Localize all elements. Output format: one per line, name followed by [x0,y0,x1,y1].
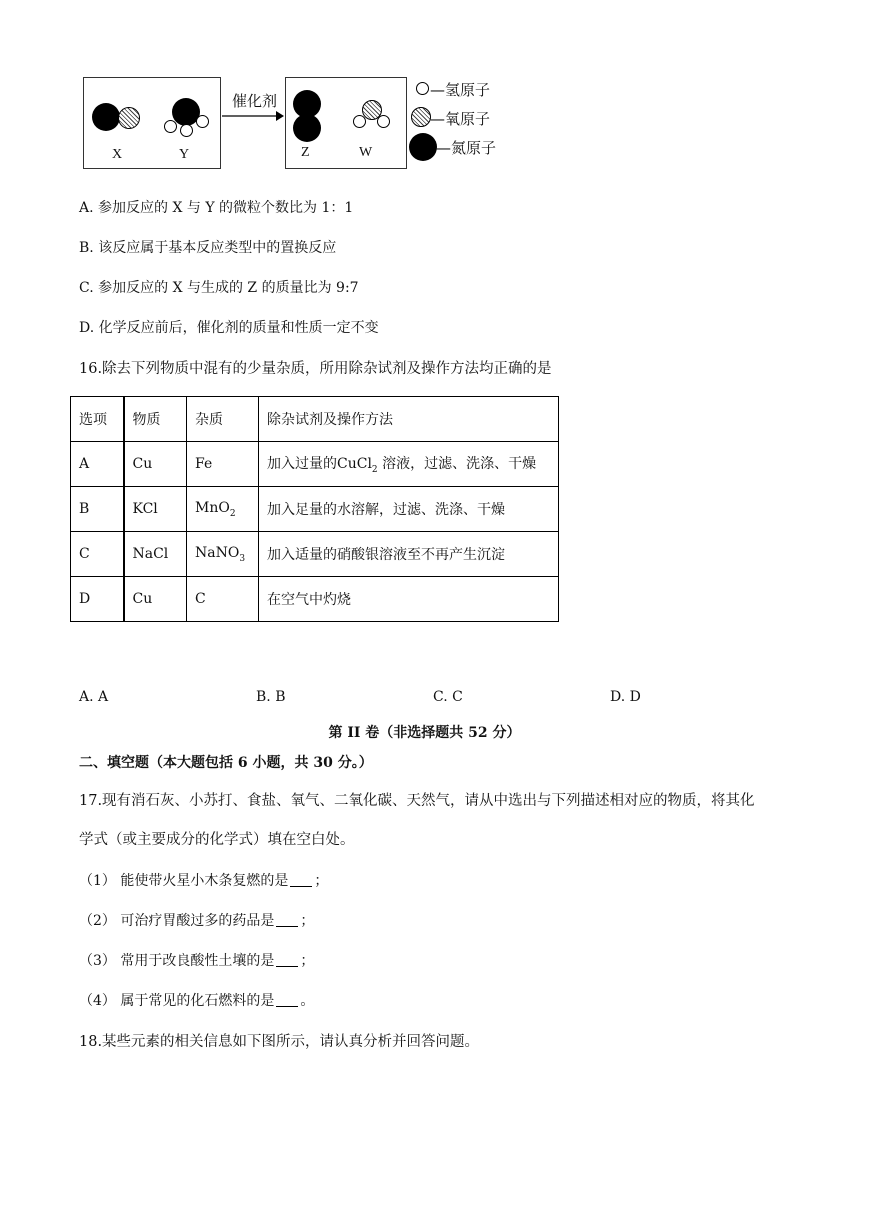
q15-option-b: B. 该反应属于基本反应类型中的置换反应 [79,240,337,256]
row-method: 在空气中灼烧 [259,577,559,622]
answer-blank[interactable] [276,992,298,1007]
answer-blank[interactable] [276,912,298,927]
row-method: 加入足量的水溶解，过滤、洗涤、干燥 [259,487,559,532]
molecule-w-hydrogen-atom [377,115,390,128]
answer-blank[interactable] [290,872,312,887]
part-heading: 二、填空题（本大题包括 6 小题，共 30 分。） [79,755,373,771]
molecule-y-hydrogen-atom [180,124,193,137]
q17-stem-line2: 学式（或主要成分的化学式）填在空白处。 [79,832,355,848]
legend-nitrogen-label: —氮原子 [436,139,497,157]
row-method: 加入适量的硝酸银溶液至不再产生沉淀 [259,532,559,577]
reactants-box [83,77,221,169]
table-row [71,577,559,622]
reaction-arrow [222,110,284,122]
molecule-y-label: Y [179,147,190,162]
q15-option-c: C. 参加反应的 X 与生成的 Z 的质量比为 9:7 [79,280,359,296]
legend-oxygen-label: —氧原子 [430,110,491,128]
header-option: 选项 [71,397,124,442]
row-substance: Cu [124,577,187,622]
q16-choice-c: C. C [433,689,463,705]
q16-stem: 16.除去下列物质中混有的少量杂质，所用除杂试剂及操作方法均正确的是 [79,361,552,377]
molecule-x-nitrogen-atom [92,103,120,131]
molecule-x-label: X [112,147,123,162]
q16-choice-b: B. B [256,689,286,705]
q16-table [70,396,559,622]
products-box [285,77,407,169]
molecule-z-label: Z [301,145,310,160]
molecule-w-hydrogen-atom [353,115,366,128]
row-option: D [71,577,124,622]
row-impurity: Fe [187,442,259,487]
q17-item-3: （3） 常用于改良酸性土壤的是 ； [79,953,315,969]
section-title: 第 II 卷（非选择题共 52 分） [328,725,521,741]
row-option: A [71,442,124,487]
table-row [71,487,559,532]
q17-stem-line1: 17.现有消石灰、小苏打、食盐、氧气、二氧化碳、天然气，请从中选出与下列描述相对应的物质，将其化 [79,793,755,809]
row-impurity: C [187,577,259,622]
header-impurity: 杂质 [187,397,259,442]
molecule-z-nitrogen-atom [293,114,321,142]
molecule-w-label: W [359,145,373,160]
answer-blank[interactable] [276,952,298,967]
table-row [71,532,559,577]
legend-hydrogen-symbol [416,82,429,95]
catalyst-label: 催化剂 [232,92,278,110]
row-impurity: NaNO$_3$ [187,532,259,577]
row-substance: KCl [124,487,187,532]
q16-choice-a: A. A [79,689,109,705]
row-substance: Cu [124,442,187,487]
q17-item-1: （1） 能使带火星小木条复燃的是 ； [79,873,329,889]
legend-hydrogen-label: —氢原子 [430,81,491,99]
molecule-y-hydrogen-atom [164,120,177,133]
q18-stem: 18.某些元素的相关信息如下图所示，请认真分析并回答问题。 [79,1034,480,1050]
molecule-x-oxygen-atom [118,107,140,129]
header-substance: 物质 [124,397,187,442]
legend-oxygen-symbol [411,107,431,127]
row-method: 加入过量的CuCl$_2$ 溶液，过滤、洗涤、干燥 [259,442,559,487]
header-method: 除杂试剂及操作方法 [259,397,559,442]
q17-item-2: （2） 可治疗胃酸过多的药品是 ； [79,913,315,929]
q16-choice-d: D. D [610,689,641,705]
molecule-y-hydrogen-atom [196,115,209,128]
table-header-row [71,397,559,442]
q15-option-d: D. 化学反应前后，催化剂的质量和性质一定不变 [79,320,379,336]
legend-nitrogen-symbol [409,133,437,161]
q15-option-a: A. 参加反应的 X 与 Y 的微粒个数比为 1：1 [79,200,354,216]
row-substance: NaCl [124,532,187,577]
row-option: B [71,487,124,532]
q17-item-4: （4） 属于常见的化石燃料的是 。 [79,993,315,1009]
row-impurity: MnO$_2$ [187,487,259,532]
row-option: C [71,532,124,577]
table-row [71,442,559,487]
